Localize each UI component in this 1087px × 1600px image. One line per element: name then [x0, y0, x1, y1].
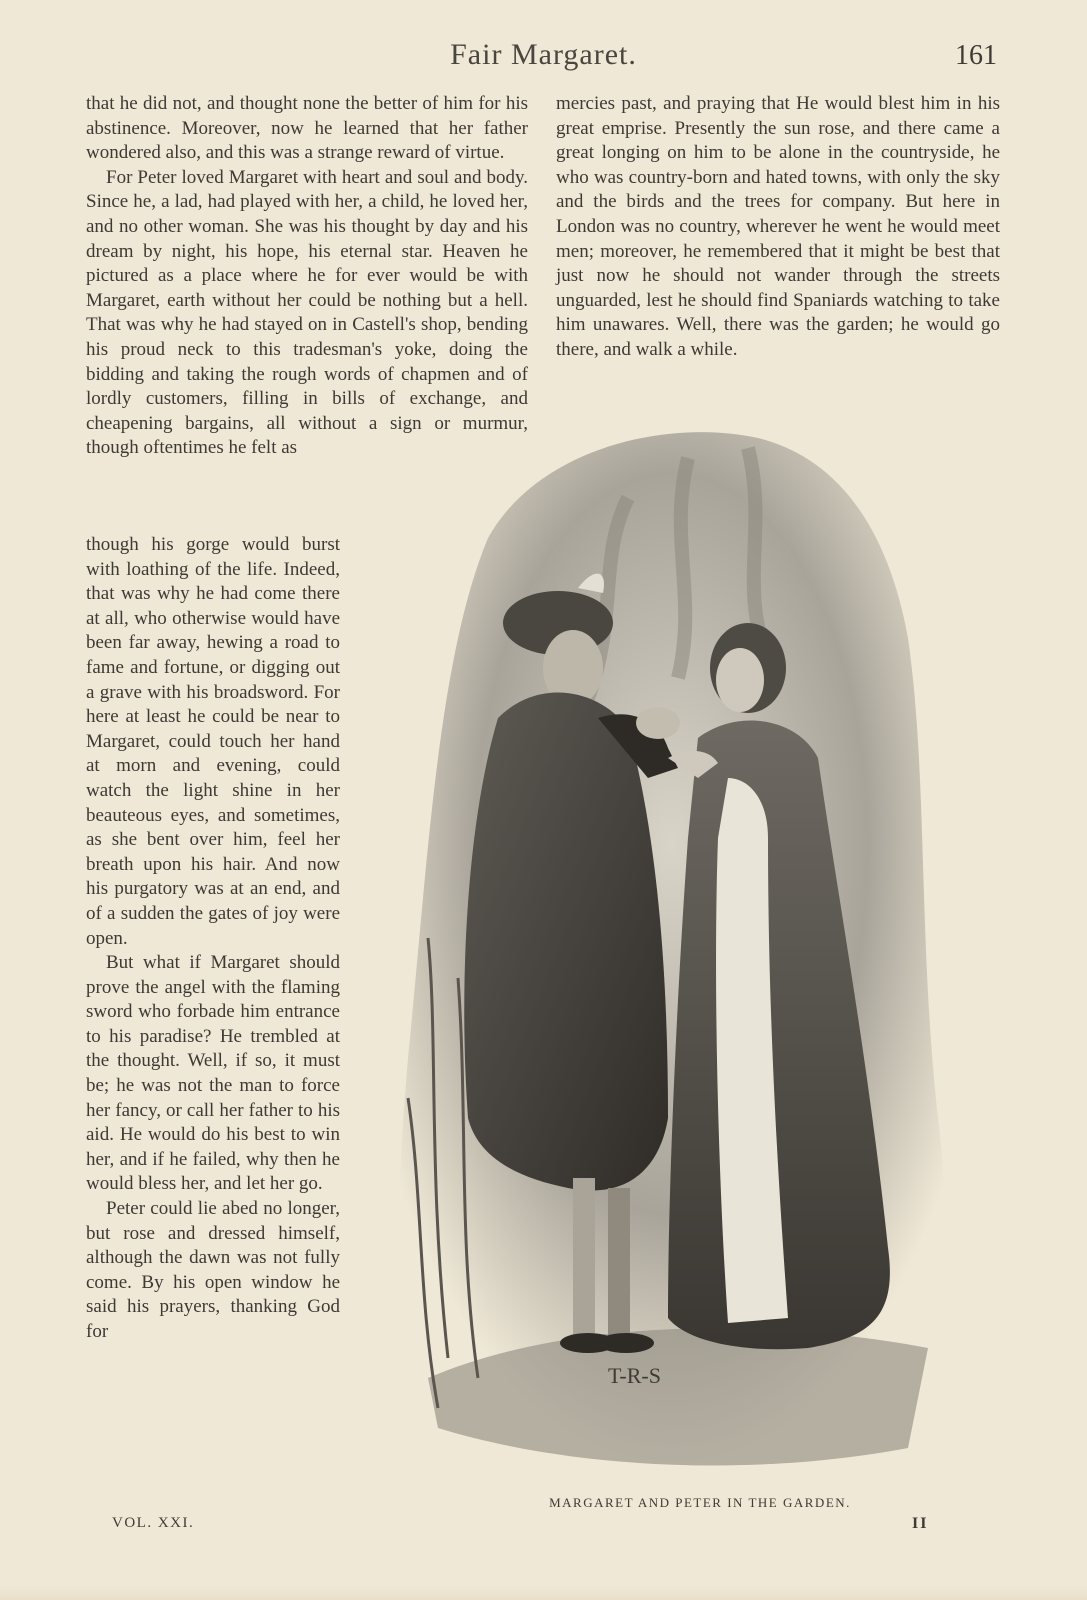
running-title: Fair Margaret.	[450, 38, 637, 71]
volume-mark: VOL. XXI.	[112, 1515, 195, 1531]
left-column-narrow	[86, 533, 340, 1345]
illustration	[368, 418, 978, 1478]
left-paragraph-2: For Peter loved Margaret with heart and soul and body. Since he, a lad, had played with her, a child, he loved her, and no other woman. She was his thought by day and his dream by night, his hope, his eternal star. Heaven he pictured as a place where he for ever would be with Margaret, earth without her could be nothing but a hell. That was why he had stayed on in Castell's shop, bending his proud neck to this tradesman's yoke, doing the bidding and taking the rough words of chapmen and of lordly customers, filling in bills of exchange, and cheapening bargains, all without a sign or murmur, though oftentimes he felt as	[86, 166, 528, 459]
right-column	[556, 92, 1000, 363]
narrow-paragraph-2: But what if Margaret should prove the angel with the flaming sword who forbade him entrance to his paradise? He trembled at the thought. Well, if so, it must be; he was not the man to force her fancy, or call her father to his aid. He would do his best to win her, and if he failed, why then he would bless her, and let her go.	[86, 952, 340, 1195]
right-paragraph-1: mercies past, and praying that He would blest him in his great emprise. Presently the sun rose, and there came a great longing on him to be alone in the countryside, he who was country-born and hated towns, with only the sky and the birds and the trees for company. But here in London was no country, wherever he went he would meet men; moreover, he remembered that it might be best that just now he should not wander through the streets unguarded, lest he should find Spaniards watching to take him unawares. Well, there was the garden; he would go there, and walk a while.	[556, 93, 1000, 360]
clasped-hands	[636, 707, 680, 739]
signature-mark: II	[912, 1515, 929, 1532]
illustration-caption: MARGARET AND PETER IN THE GARDEN.	[549, 1495, 851, 1510]
narrow-paragraph-3: Peter could lie abed no longer, but rose and dressed himself, although the dawn was not fully come. By his open window he said his prayers, thanking God for	[86, 1198, 340, 1342]
left-column-top	[86, 92, 528, 461]
narrow-paragraph-1: though his gorge would burst with loathing of the life. Indeed, that was why he had come there at all, who otherwise would have been far away, hewing a road to fame and fortune, or digging out a grave with his broadsword. For here at least he could be near to Margaret, could touch her hand at morn and evening, could watch the light shine in her beauteous eyes, and sometimes, as she bent over him, feel her breath upon his hair. And now his purgatory was at an end, and of a sudden the gates of joy were open.	[86, 534, 340, 949]
page-bottom-edge	[0, 1585, 1087, 1600]
page-header	[0, 38, 1087, 78]
left-paragraph-1: that he did not, and thought none the better of him for his abstinence. Moreover, now he learned that her father wondered also, and this was a strange reward of virtue.	[86, 93, 528, 164]
page-number: 161	[955, 40, 997, 71]
artist-signature: T-R-S	[608, 1363, 661, 1388]
